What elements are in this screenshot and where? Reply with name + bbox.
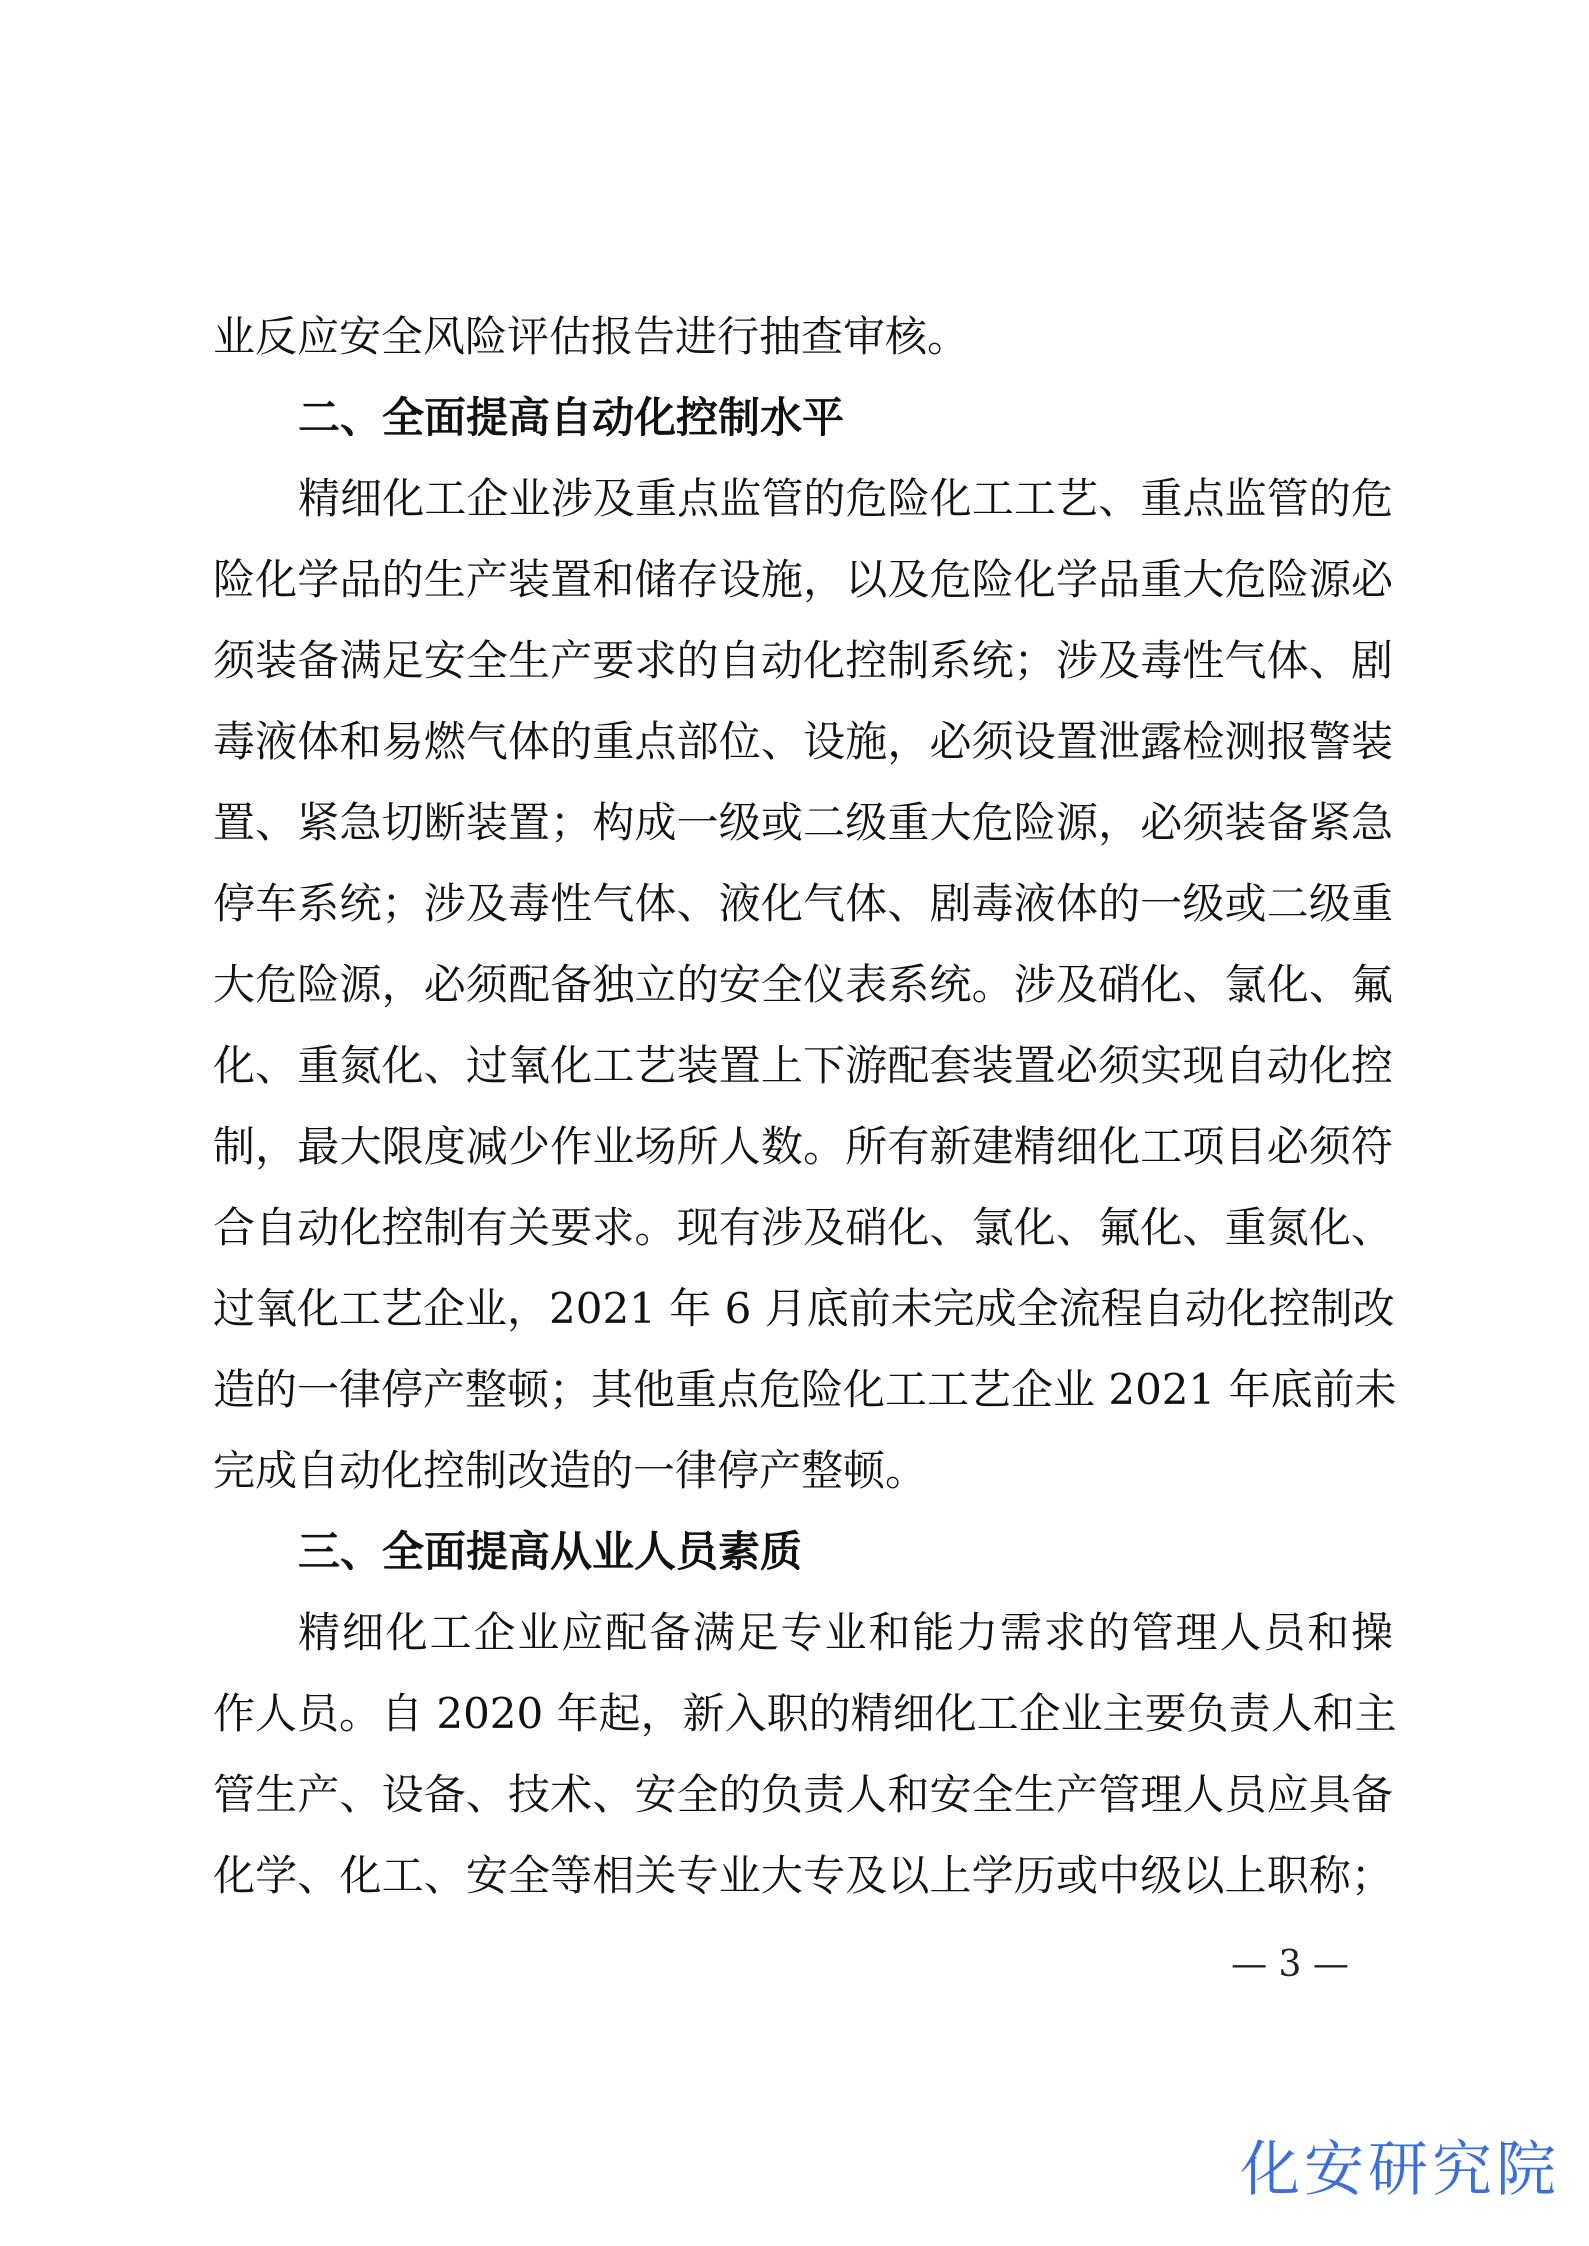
section-heading: 二、全面提高自动化控制水平: [298, 393, 845, 442]
section-heading: 三、全面提高从业人员素质: [298, 1527, 803, 1576]
paragraph-line: 停车系统；涉及毒性气体、液化气体、剧毒液体的一级或二级重: [213, 879, 1393, 928]
paragraph-line: 管生产、设备、技术、安全的负责人和安全生产管理人员应具备: [213, 1770, 1393, 1819]
paragraph-line: 作人员。自 2020 年起，新入职的精细化工企业主要负责人和主: [213, 1689, 1397, 1738]
paragraph-line: 造的一律停产整顿；其他重点危险化工工艺企业 2021 年底前未: [213, 1365, 1397, 1414]
paragraph-line: 过氧化工艺企业，2021 年 6 月底前未完成全流程自动化控制改: [213, 1284, 1395, 1333]
paragraph-line: 合自动化控制有关要求。现有涉及硝化、氯化、氟化、重氮化、: [213, 1203, 1393, 1252]
paragraph-line: 业反应安全风险评估报告进行抽查审核。: [213, 312, 970, 361]
paragraph-line: 化学、化工、安全等相关专业大专及以上学历或中级以上职称；: [213, 1851, 1393, 1900]
paragraph-line: 置、紧急切断装置；构成一级或二级重大危险源，必须装备紧急: [213, 798, 1393, 847]
page-number: — 3 —: [1231, 1944, 1349, 1985]
paragraph-line: 化、重氮化、过氧化工艺装置上下游配套装置必须实现自动化控: [213, 1041, 1393, 1090]
paragraph-line: 毒液体和易燃气体的重点部位、设施，必须设置泄露检测报警装: [213, 717, 1393, 766]
paragraph-line: 制，最大限度减少作业场所人数。所有新建精细化工项目必须符: [213, 1122, 1393, 1171]
paragraph-line: 险化学品的生产装置和储存设施，以及危险化学品重大危险源必: [213, 555, 1393, 604]
paragraph-line: 精细化工企业涉及重点监管的危险化工工艺、重点监管的危: [298, 474, 1393, 523]
paragraph-line: 完成自动化控制改造的一律停产整顿。: [213, 1446, 928, 1495]
watermark: 化安研究院: [1240, 2135, 1560, 2205]
paragraph-line: 须装备满足安全生产要求的自动化控制系统；涉及毒性气体、剧: [213, 636, 1393, 685]
paragraph-line: 精细化工企业应配备满足专业和能力需求的管理人员和操: [298, 1608, 1393, 1657]
paragraph-line: 大危险源，必须配备独立的安全仪表系统。涉及硝化、氯化、氟: [213, 960, 1393, 1009]
